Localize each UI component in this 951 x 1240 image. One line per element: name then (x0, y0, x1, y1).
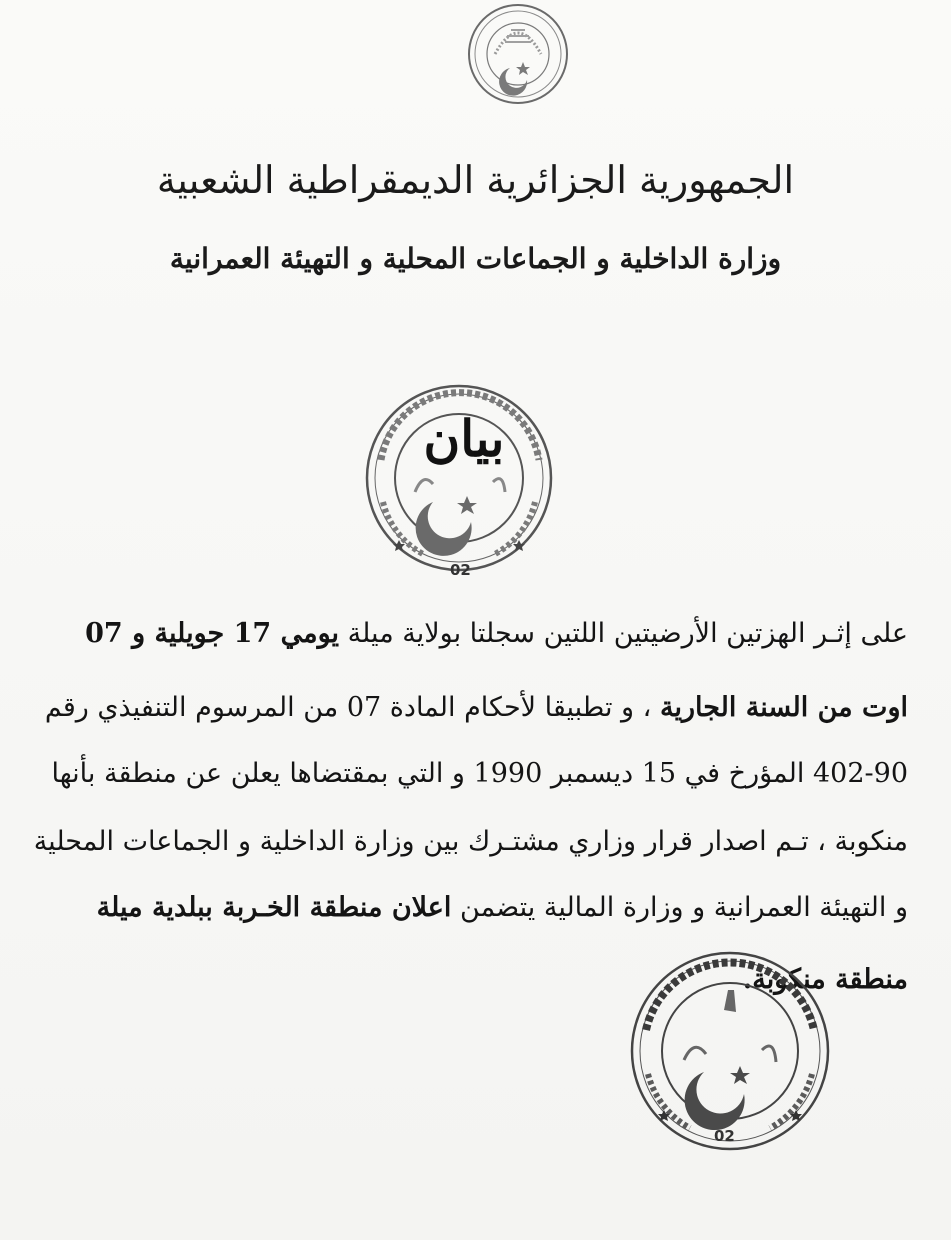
state-emblem-seal (465, 2, 571, 106)
body-line-4: منكوبة ، تـم اصدار قرار وزاري مشتـرك بين وزارة الداخلية و الجماعات المحلية (33, 826, 908, 857)
body-line-5-text: و التهيئة العمرانية و وزارة المالية يتضمن (460, 892, 908, 923)
republic-title: الجمهورية الجزائرية الديمقراطية الشعبية (156, 158, 795, 202)
stamp-number: 02 (450, 561, 471, 579)
stamp-icon (624, 950, 836, 1152)
emblem-icon (465, 2, 571, 106)
ministry-title: وزارة الداخلية و الجماعات المحلية و التهيئة العمرانية (169, 242, 782, 275)
body-line-1-bold: يومي 17 جويلية و 07 (85, 618, 340, 649)
body-line-2-bold: اوت من السنة الجارية (659, 692, 908, 723)
body-line-3: 402-90 المؤرخ في 15 ديسمبر 1990 و التي بمقتضاها يعلن عن منطقة بأنها (51, 758, 908, 789)
body-line-5 (48, 886, 908, 930)
body-line-1-text: على إثـر الهزتين الأرضيتين اللتين سجلتا بولاية ميلة (347, 618, 908, 649)
body-line-5-bold: اعلان منطقة الخـربة ببلدية ميلة (96, 892, 452, 923)
stamp-number-bottom: 02 (714, 1127, 735, 1145)
body-line-2 (44, 686, 908, 730)
body-line-6: منطقة منكوبة. (742, 964, 908, 995)
ministry-stamp-bottom (624, 950, 836, 1152)
body-line-2-text: ، و تطبيقا لأحكام المادة 07 من المرسوم التنفيذي رقم (44, 692, 652, 723)
body-line-1 (48, 612, 908, 656)
statement-title: بيان (423, 409, 505, 468)
